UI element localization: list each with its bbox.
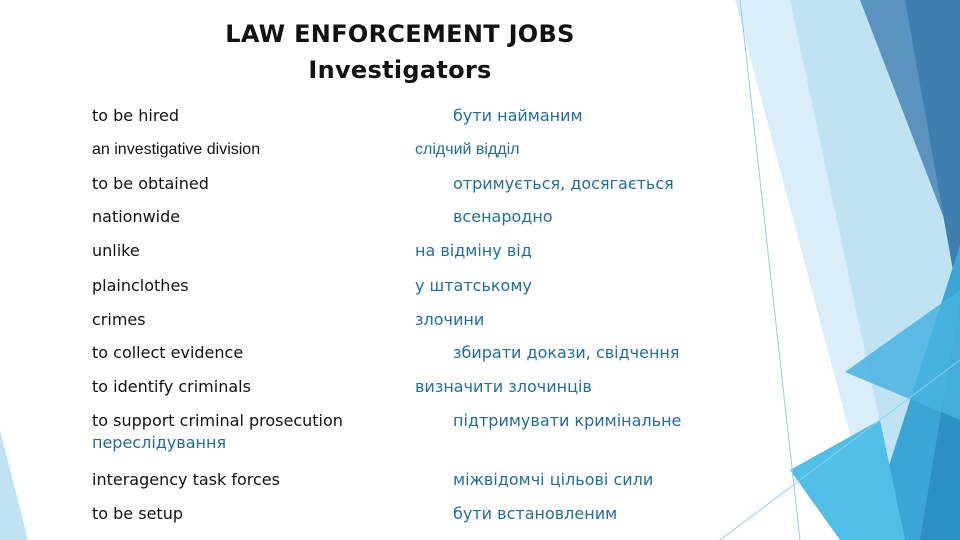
vocab-translation: бути встановленим bbox=[453, 504, 618, 523]
vocab-translation: підтримувати кримінальне bbox=[453, 411, 682, 430]
vocab-english: to identify criminals bbox=[92, 377, 251, 396]
vocab-translation: бути найманим bbox=[453, 106, 583, 125]
vocab-english: plainclothes bbox=[92, 276, 189, 295]
slide-subtitle: Investigators bbox=[308, 56, 492, 84]
vocab-translation: отримується, досягається bbox=[453, 174, 674, 193]
vocab-translation: на відміну від bbox=[415, 241, 532, 260]
vocab-english: crimes bbox=[92, 310, 146, 329]
vocab-english: to be obtained bbox=[92, 174, 209, 193]
slide-title: LAW ENFORCEMENT JOBS bbox=[225, 20, 575, 48]
left-corner-shape bbox=[0, 430, 28, 540]
vocab-translation: у штатському bbox=[415, 276, 532, 295]
vocab-english: to collect evidence bbox=[92, 343, 244, 362]
vocab-english: interagency task forces bbox=[92, 470, 280, 489]
vocab-translation: всенародно bbox=[453, 207, 553, 226]
vocab-english: unlike bbox=[92, 241, 140, 260]
vocab-translation: слідчий відділ bbox=[415, 141, 520, 158]
vocab-translation: злочини bbox=[415, 310, 485, 329]
vocab-english: nationwide bbox=[92, 207, 181, 226]
vocab-translation: збирати докази, свідчення bbox=[453, 343, 680, 362]
vocab-translation-continued: переслідування bbox=[92, 433, 227, 452]
vocab-english: to be hired bbox=[92, 106, 180, 125]
vocab-english: to be setup bbox=[92, 504, 183, 523]
vocab-english: an investigative division bbox=[92, 141, 261, 158]
vocab-english: to support criminal prosecution bbox=[92, 411, 343, 430]
vocab-translation: визначити злочинців bbox=[415, 377, 592, 396]
vocab-translation: міжвідомчі цільові сили bbox=[453, 470, 654, 489]
